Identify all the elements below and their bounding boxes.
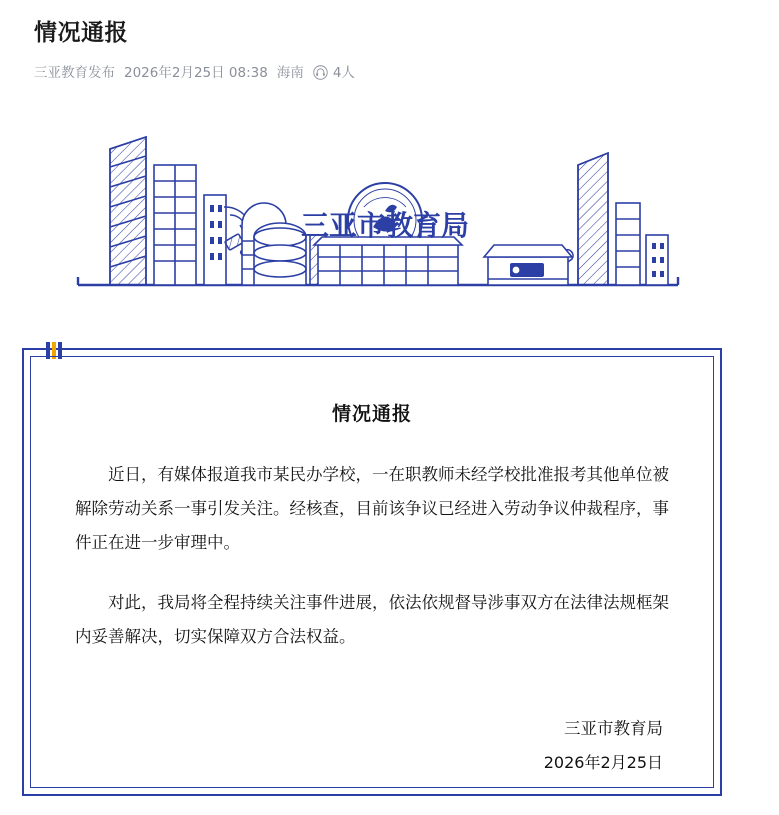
school-building-icon [314, 237, 462, 285]
notice-signature [75, 712, 669, 780]
notice-paragraph: 对此，我局将全程持续关注事件进展，依法依规督导涉事双方在法律法规框架内妥善解决，切实保障双方合法权益。 [75, 593, 669, 646]
signature-date: 2026年2月25日 [543, 753, 663, 772]
building-icon [616, 203, 640, 285]
building-icon [110, 137, 146, 285]
headphone-icon [313, 65, 328, 80]
notice-body [75, 458, 669, 654]
building-icon [646, 235, 668, 285]
listen-count: 4人 [332, 65, 355, 81]
signature-org: 三亚市教育局 [564, 719, 663, 738]
building-icon [154, 165, 196, 285]
notice-title: 情况通报 [331, 403, 412, 425]
article-datetime: 2026年2月25日 08:38 [124, 65, 268, 81]
banner-illustration [18, 107, 761, 317]
banner-org-name: 三亚市教育局 [300, 209, 470, 242]
article-location: 海南 [276, 65, 304, 81]
notice-inner-border [30, 356, 714, 788]
notice-paragraph: 近日，有媒体报道我市某民办学校，一在职教师未经学校批准报考其他单位被解除劳动关系一事引发关注。经核查，目前该争议已经进入劳动争议仲裁程序，事件正在进一步审理中。 [75, 465, 669, 552]
left-margin [0, 0, 18, 815]
article-source[interactable]: 三亚教育发布 [34, 65, 115, 81]
page-title: 情况通报 [34, 20, 128, 46]
article-meta [18, 47, 761, 81]
notice-card [22, 348, 722, 796]
tower-icon [254, 223, 306, 285]
building-icon [204, 195, 226, 285]
tower-icon [578, 153, 608, 285]
listen-button[interactable] [313, 61, 355, 81]
school-building-icon [484, 245, 572, 285]
